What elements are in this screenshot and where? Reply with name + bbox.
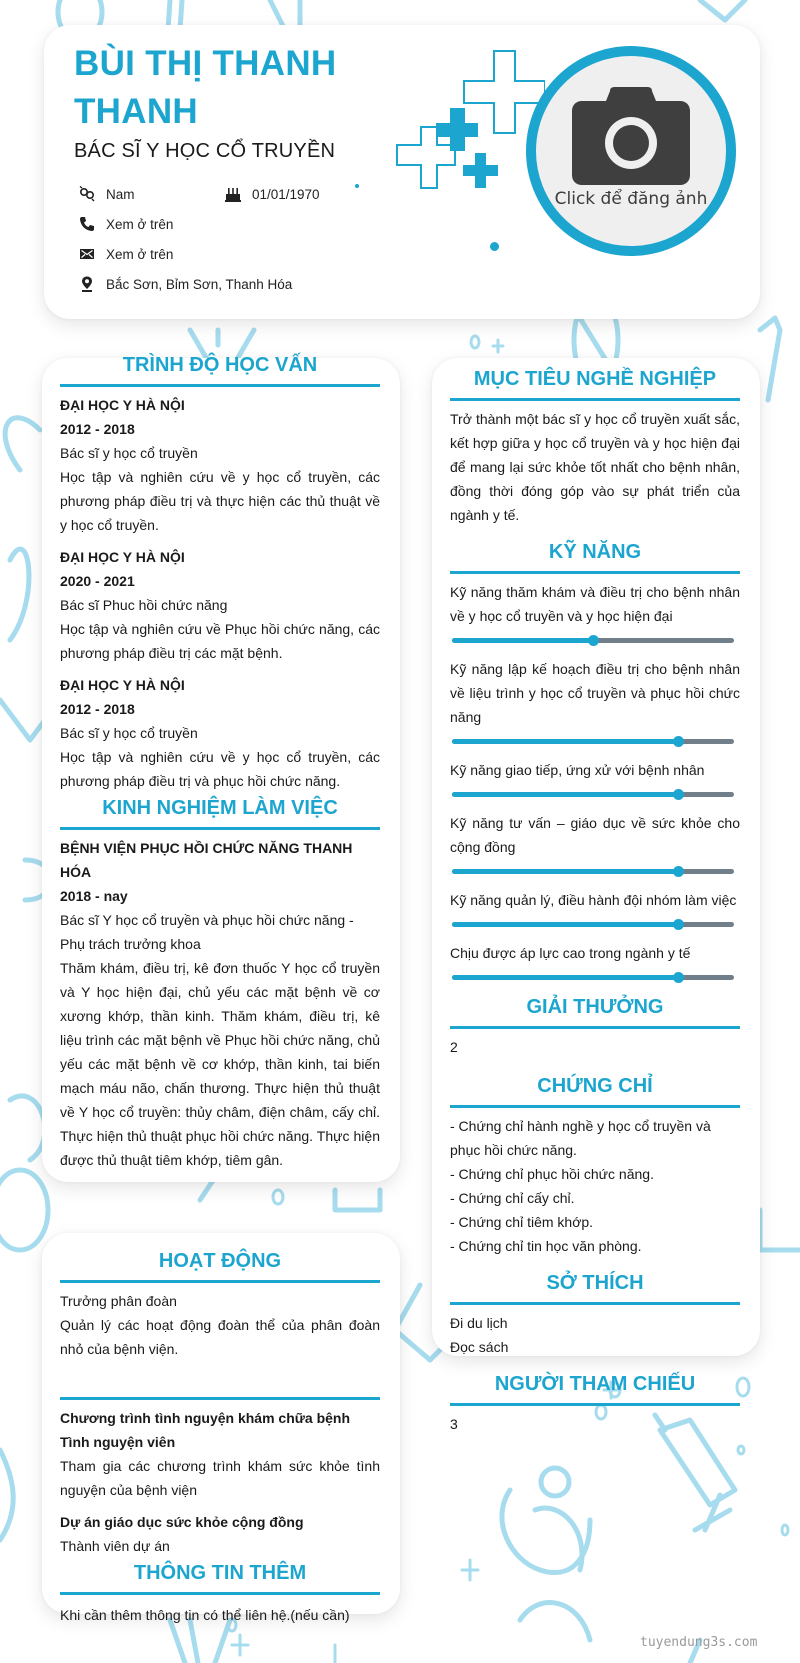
- birthday-value: 01/01/1970: [252, 186, 320, 202]
- objective-title: MỤC TIÊU NGHỀ NGHIỆP: [473, 368, 717, 390]
- skill-level-slider[interactable]: [452, 922, 734, 927]
- activity-description: Tham gia các chương trình khám sức khỏe tình nguyện của bệnh viện: [60, 1458, 380, 1498]
- education-major: Bác sĩ Phuc hồi chức năng: [60, 597, 228, 613]
- certificate-item[interactable]: - Chứng chỉ hành nghề y học cổ truyền và phục hồi chức năng.: [450, 1118, 711, 1158]
- skill-item: [450, 758, 740, 797]
- awards-section: [450, 994, 740, 1059]
- phone-icon: [78, 216, 96, 232]
- additional-info-text[interactable]: Khi cần thêm thông tin có thể liên hệ.(nếu cần): [60, 1607, 350, 1623]
- activity-item[interactable]: [60, 1510, 380, 1558]
- section-divider: [60, 384, 380, 387]
- skill-name: Kỹ năng thăm khám và điều trị cho bệnh nhân về y học cổ truyền và y học hiện đại: [450, 584, 740, 624]
- section-divider: [450, 1403, 740, 1406]
- watermark: tuyendung3s.com: [640, 1635, 758, 1650]
- education-section: [60, 352, 380, 1172]
- skill-level-thumb[interactable]: [673, 736, 684, 747]
- references-title: NGƯỜI THAM CHIẾU: [494, 1373, 696, 1395]
- upload-photo-button[interactable]: [526, 46, 736, 256]
- skill-level-thumb[interactable]: [673, 789, 684, 800]
- education-title: TRÌNH ĐỘ HỌC VẤN: [122, 354, 318, 376]
- address-row[interactable]: [78, 276, 292, 292]
- skill-name: Kỹ năng lập kế hoạch điều trị cho bệnh nhân về liệu trình y học cổ truyền và phục hồi chức năng: [450, 661, 740, 725]
- skill-item: [450, 811, 740, 874]
- skill-level-thumb[interactable]: [673, 919, 684, 930]
- gender-value: Nam: [106, 186, 135, 202]
- camera-icon: [572, 87, 690, 185]
- hobbies-section: [450, 1270, 740, 1359]
- candidate-name[interactable]: BÙI THỊ THANH THANH: [74, 44, 337, 131]
- experience-description: Thăm khám, điều trị, kê đơn thuốc Y học cổ truyền và Y học hiện đại, chủ yếu các mặt bệnh về cơ xương khớp, thần kinh. Thăm khám, điều trị, kê liệu trình các mặt bệnh về Phục hồi chức năng, chủ yếu các mặt bệnh về cơ khớp, thần kinh, tai biến mạch máu não, chấn thương. Thực hiện thủ thuật về Y học cổ truyền: thủy châm, điện châm, cấy chỉ. Thực hiện thủ thuật phục hồi chức năng. Thực hiện được thủ thuật tiêm khớp, tiêm gân.: [60, 960, 380, 1168]
- education-period: 2012 - 2018: [60, 421, 135, 437]
- skill-level-thumb[interactable]: [673, 866, 684, 877]
- experience-title: KINH NGHIỆM LÀM VIỆC: [102, 797, 338, 819]
- education-major: Bác sĩ y học cổ truyền: [60, 445, 198, 461]
- skill-item: [450, 657, 740, 744]
- hobby-item[interactable]: Đi du lịch: [450, 1315, 508, 1331]
- section-divider: [450, 398, 740, 401]
- address-value: Bắc Sơn, Bỉm Sơn, Thanh Hóa: [106, 276, 293, 292]
- envelope-icon: [78, 246, 96, 262]
- section-divider: [450, 1026, 740, 1029]
- section-divider: [60, 1397, 380, 1400]
- education-item[interactable]: [60, 393, 380, 537]
- right-column: [450, 366, 740, 1436]
- section-divider: [60, 827, 380, 830]
- awards-text[interactable]: 2: [450, 1039, 458, 1055]
- certificates-title: CHỨNG CHỈ: [537, 1075, 653, 1097]
- skill-level-thumb[interactable]: [588, 635, 599, 646]
- medical-crosses-decoration: [395, 48, 545, 208]
- education-item[interactable]: [60, 545, 380, 665]
- objective-text[interactable]: Trở thành một bác sĩ y học cổ truyền xuất sắc, kết hợp giữa y học cổ truyền và y học hiện đại để mang lại sức khỏe tốt nhất cho bệnh nhân, đồng thời đóng góp vào sự phát triển của ngành y tế.: [450, 411, 740, 523]
- education-description: Học tập và nghiên cứu về Phục hồi chức năng, các phương pháp điều trị các mặt bệnh.: [60, 621, 380, 661]
- skill-level-slider[interactable]: [452, 739, 734, 744]
- activity-name: Trưởng phân đoàn: [60, 1293, 177, 1309]
- email-value: Xem ở trên: [106, 246, 174, 262]
- experience-company: BỆNH VIỆN PHỤC HỒI CHỨC NĂNG THANH HÓA: [60, 840, 353, 880]
- objective-section: [450, 366, 740, 527]
- phone-value: Xem ở trên: [106, 216, 174, 232]
- skill-level-slider[interactable]: [452, 792, 734, 797]
- section-divider: [60, 1280, 380, 1283]
- education-description: Học tập và nghiên cứu về y học cổ truyền, các phương pháp điều trị và thực hiện các thủ thuật về y học cổ truyền.: [60, 469, 380, 533]
- decor-dot: [355, 184, 359, 188]
- skill-name: Kỹ năng quản lý, điều hành đội nhóm làm việc: [450, 892, 737, 908]
- gender-row[interactable]: [78, 186, 135, 202]
- skill-name: Kỹ năng giao tiếp, ứng xử với bệnh nhân: [450, 762, 705, 778]
- skill-level-thumb[interactable]: [673, 972, 684, 983]
- education-period: 2012 - 2018: [60, 701, 135, 717]
- activity-role: Thành viên dự án: [60, 1538, 170, 1554]
- certificate-item[interactable]: - Chứng chỉ tiêm khớp.: [450, 1214, 594, 1230]
- section-divider: [450, 1105, 740, 1108]
- job-title[interactable]: BÁC SĨ Y HỌC CỔ TRUYỀN: [74, 140, 336, 162]
- decor-dot: [490, 242, 499, 251]
- education-description: Học tập và nghiên cứu về y học cổ truyền, các phương pháp điều trị và phục hồi chức năng.: [60, 749, 380, 789]
- skills-title: KỸ NĂNG: [548, 541, 642, 563]
- birthday-row[interactable]: [224, 186, 320, 202]
- activity-item[interactable]: [60, 1289, 380, 1361]
- skill-level-fill: [452, 638, 593, 643]
- education-major: Bác sĩ y học cổ truyền: [60, 725, 198, 741]
- experience-section: [60, 795, 380, 1172]
- skill-item: [450, 580, 740, 643]
- references-section: [450, 1371, 740, 1436]
- education-school: ĐẠI HỌC Y HÀ NỘI: [60, 677, 185, 693]
- activity-role: Tình nguyện viên: [60, 1434, 176, 1450]
- upload-photo-label: Click để đăng ảnh: [554, 189, 708, 209]
- skill-level-fill: [452, 739, 678, 744]
- additional-info-section: [60, 1560, 380, 1627]
- skill-name: Chịu được áp lực cao trong ngành y tế: [450, 945, 691, 961]
- email-row[interactable]: [78, 246, 173, 262]
- birthday-cake-icon: [224, 186, 242, 202]
- skill-level-fill: [452, 922, 678, 927]
- certificates-section: [450, 1073, 740, 1258]
- skill-level-fill: [452, 975, 678, 980]
- section-divider: [450, 1302, 740, 1305]
- activities-title: HOẠT ĐỘNG: [158, 1250, 282, 1272]
- experience-position: Bác sĩ Y học cổ truyền và phục hồi chức năng - Phụ trách trưởng khoa: [60, 912, 354, 952]
- section-divider: [60, 1592, 380, 1595]
- experience-period: 2018 - nay: [60, 888, 128, 904]
- map-pin-icon: [78, 276, 96, 292]
- education-item[interactable]: [60, 673, 380, 793]
- education-school: ĐẠI HỌC Y HÀ NỘI: [60, 397, 185, 413]
- activity-name: Dự án giáo dục sức khỏe cộng đồng: [60, 1514, 304, 1530]
- gender-icon: [78, 186, 96, 202]
- experience-item[interactable]: [60, 836, 380, 1172]
- activity-item[interactable]: [60, 1406, 380, 1502]
- activity-description: Quản lý các hoạt động đoàn thể của phân đoàn nhỏ của bệnh viện.: [60, 1317, 380, 1357]
- activities-section: [60, 1248, 380, 1627]
- section-divider: [450, 571, 740, 574]
- certificate-item[interactable]: - Chứng chỉ cấy chỉ.: [450, 1190, 575, 1206]
- education-period: 2020 - 2021: [60, 573, 135, 589]
- references-text[interactable]: 3: [450, 1416, 458, 1432]
- skill-level-fill: [452, 869, 678, 874]
- activity-name: Chương trình tình nguyện khám chữa bệnh: [60, 1410, 351, 1426]
- awards-title: GIẢI THƯỞNG: [526, 996, 664, 1018]
- certificate-item[interactable]: - Chứng chỉ phục hồi chức năng.: [450, 1166, 654, 1182]
- certificate-item[interactable]: - Chứng chỉ tin học văn phòng.: [450, 1238, 642, 1254]
- education-school: ĐẠI HỌC Y HÀ NỘI: [60, 549, 185, 565]
- skill-level-slider[interactable]: [452, 869, 734, 874]
- skill-item: [450, 941, 740, 980]
- skill-level-slider[interactable]: [452, 975, 734, 980]
- skills-section: [450, 539, 740, 980]
- skill-level-slider[interactable]: [452, 638, 734, 643]
- additional-info-title: THÔNG TIN THÊM: [133, 1562, 307, 1584]
- hobby-item[interactable]: Đọc sách: [450, 1339, 509, 1355]
- skill-level-fill: [452, 792, 678, 797]
- skill-item: [450, 888, 740, 927]
- phone-row[interactable]: [78, 216, 173, 232]
- skill-name: Kỹ năng tư vấn – giáo dục về sức khỏe cho cộng đồng: [450, 815, 740, 855]
- hobbies-title: SỞ THÍCH: [546, 1272, 644, 1294]
